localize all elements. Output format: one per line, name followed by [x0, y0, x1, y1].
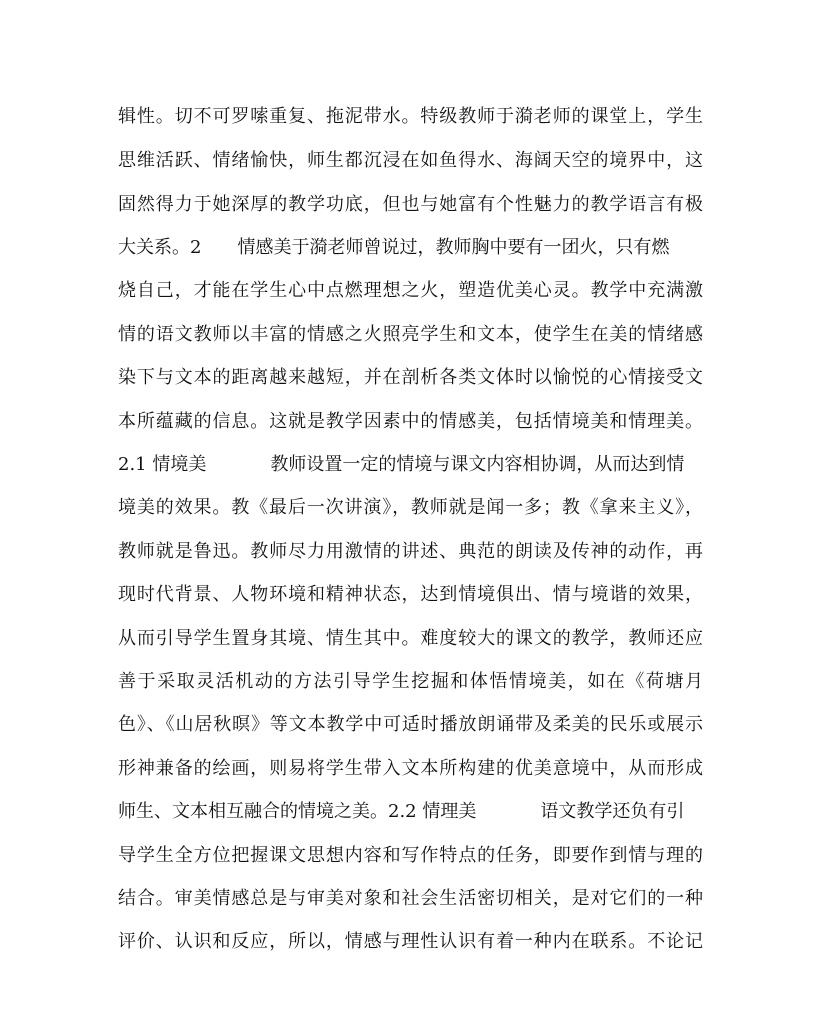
- text-line-18: 导学生全方位把握课文思想内容和写作特点的任务，即要作到情与理的: [118, 845, 703, 866]
- text-line-13: 从而引导学生置身其境、情生其中。难度较大的课文的教学，教师还应: [118, 628, 703, 649]
- text-line-20: 评价、认识和反应，所以，情感与理性认识有着一种内在联系。不论记: [118, 931, 703, 952]
- text-line-17: [118, 792, 703, 832]
- text-line-9: [118, 445, 703, 485]
- text-line-19: 结合。审美情感总是与审美对象和社会生活密切相关，是对它们的一种: [118, 888, 703, 909]
- text-line-4-part-2: 情感美于漪老师曾说过，教师胸中要有一团火，只有燃: [237, 237, 670, 258]
- text-line-3: 固然得力于她深厚的教学功底，但也与她富有个性魅力的教学语言有极: [118, 194, 703, 215]
- text-line-5: 烧自己，才能在学生心中点燃理想之火，塑造优美心灵。教学中充满激: [118, 280, 703, 301]
- text-line-17-part-1: 师生、文本相互融合的情境之美。2.2 情理美: [118, 801, 477, 822]
- text-line-4-part-1: 大关系。2: [118, 237, 202, 258]
- text-line-8: 本所蕴藏的信息。这就是教学因素中的情感美，包括情境美和情理美。: [118, 411, 703, 432]
- text-line-16: 形神兼备的绘画，则易将学生带入文本所构建的优美意境中，从而形成: [118, 758, 703, 779]
- text-line-17-part-2: 语文教学还负有引: [540, 801, 685, 822]
- text-line-6: 情的语文教师以丰富的情感之火照亮学生和文本，使学生在美的情绪感: [118, 324, 703, 345]
- text-line-7: 染下与文本的距离越来越短，并在剖析各类文体时以愉悦的心情接受文: [118, 367, 703, 388]
- text-line-11: 教师就是鲁迅。教师尽力用激情的讲述、典范的朗读及传神的动作，再: [118, 541, 703, 562]
- text-line-4: [118, 228, 703, 268]
- text-line-14: 善于采取灵活机动的方法引导学生挖掘和体悟情境美，如在《荷塘月: [118, 671, 703, 692]
- text-line-10: 境美的效果。教《最后一次讲演》，教师就是闻一多；教《拿来主义》，: [118, 497, 703, 518]
- text-line-12: 现时代背景、人物环境和精神状态，达到情境俱出、情与境谐的效果，: [118, 584, 703, 605]
- text-line-15: 色》、《山居秋暝》等文本教学中可适时播放朗诵带及柔美的民乐或展示: [118, 714, 703, 735]
- text-line-1: 辑性。切不可罗嗦重复、拖泥带水。特级教师于漪老师的课堂上，学生: [118, 106, 703, 127]
- text-line-2: 思维活跃、情绪愉快，师生都沉浸在如鱼得水、海阔天空的境界中，这: [118, 150, 703, 171]
- text-line-9-part-1: 2.1 情境美: [118, 454, 207, 475]
- text-line-9-part-2: 教师设置一定的情境与课文内容相协调，从而达到情: [270, 454, 685, 475]
